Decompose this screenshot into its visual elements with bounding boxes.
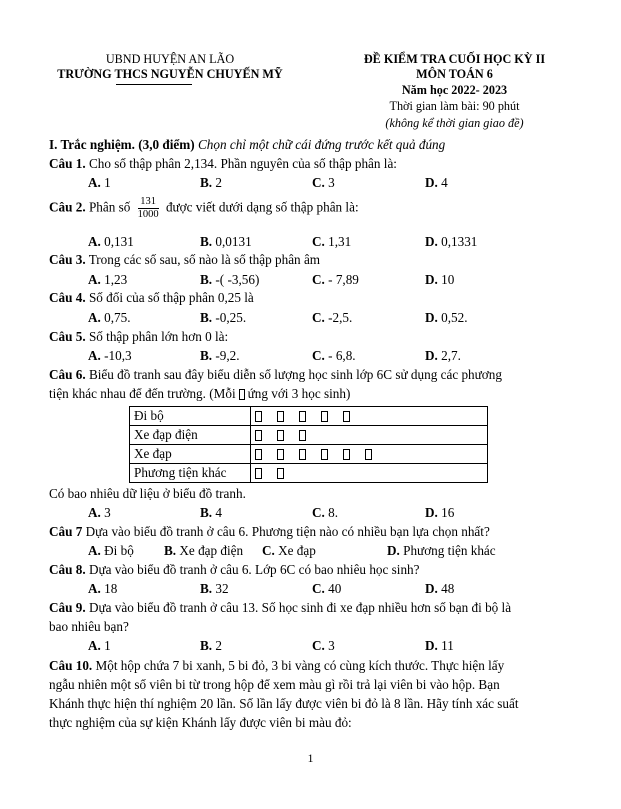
student-icon <box>343 449 350 460</box>
pictogram-icons <box>251 464 488 483</box>
question-1 <box>49 156 397 172</box>
option-c[interactable]: C. - 7,89 <box>312 272 359 287</box>
exam-title: ĐỀ KIỂM TRA CUỐI HỌC KỲ II <box>363 52 546 66</box>
options-q8 <box>0 581 621 598</box>
question-label: Câu 5. <box>49 329 86 344</box>
option-d[interactable]: D. 10 <box>425 272 455 287</box>
option-b[interactable]: B. 2 <box>200 638 222 653</box>
option-c[interactable]: C. 1,31 <box>312 234 352 249</box>
question-label: Câu 8. <box>49 562 86 577</box>
option-b[interactable]: B. 2 <box>200 175 222 190</box>
question-label: Câu 4. <box>49 290 86 305</box>
question-9 <box>49 600 511 616</box>
fraction <box>138 196 159 221</box>
options-q3 <box>0 272 621 289</box>
question-2 <box>49 196 359 221</box>
options-q6 <box>0 505 621 522</box>
question-8 <box>49 562 420 578</box>
question-label: Câu 3. <box>49 252 86 267</box>
pictogram-category: Xe đạp <box>130 445 251 464</box>
question-9-line2: bao nhiêu bạn? <box>49 619 129 634</box>
question-text-line2b: ứng với 3 học sinh) <box>247 386 351 401</box>
page-number: 1 <box>307 751 314 765</box>
option-a[interactable]: A. Đi bộ <box>88 543 134 558</box>
option-a[interactable]: A. 1,23 <box>88 272 128 287</box>
question-3 <box>49 252 320 268</box>
school-year: Năm học 2022- 2023 <box>401 83 508 97</box>
question-label: Câu 1. <box>49 156 86 171</box>
pictogram-category: Xe đạp điện <box>130 426 251 445</box>
student-icon <box>255 468 262 479</box>
school-name: TRƯỜNG THCS NGUYỄN CHUYẾN MỸ <box>57 67 283 81</box>
question-5 <box>49 329 228 345</box>
option-b[interactable]: B. 4 <box>200 505 222 520</box>
student-icon <box>299 411 306 422</box>
pictogram-icons <box>251 407 488 426</box>
option-b[interactable]: B. 0,0131 <box>200 234 252 249</box>
option-d[interactable]: D. 16 <box>425 505 455 520</box>
options-q1 <box>0 175 621 192</box>
option-a[interactable]: A. -10,3 <box>88 348 132 363</box>
section-instruction: Chọn chỉ một chữ cái đứng trước kết quả đúng <box>197 137 446 152</box>
pictogram-unit-icon <box>239 389 245 400</box>
option-d[interactable]: D. 48 <box>425 581 455 596</box>
student-icon <box>277 449 284 460</box>
question-text-line1: Biểu đồ tranh sau đây biểu diễn số lượng học sinh lớp 6C sử dụng các phương <box>88 367 502 382</box>
pictogram-category: Đi bộ <box>130 407 251 426</box>
option-b[interactable]: B. -0,25. <box>200 310 247 325</box>
question-text: Dựa vào biểu đồ tranh ở câu 6. Phương tiện nào có nhiều bạn lựa chọn nhất? <box>85 524 490 539</box>
question-text-line1: Một hộp chứa 7 bi xanh, 5 bi đỏ, 3 bi vàng có cùng kích thước. Thực hiện lấy <box>95 658 505 673</box>
option-d[interactable]: D. 11 <box>425 638 454 653</box>
option-b[interactable]: B. -( -3,56) <box>200 272 260 287</box>
question-text-line1: Dựa vào biểu đồ tranh ở câu 13. Số học sinh đi xe đạp nhiều hơn số bạn đi bộ là <box>88 600 512 615</box>
school-underline <box>116 84 192 85</box>
question-label: Câu 9. <box>49 600 86 615</box>
student-icon <box>277 430 284 441</box>
option-d[interactable]: D. 0,1331 <box>425 234 478 249</box>
exam-subject: MÔN TOÁN 6 <box>416 67 493 81</box>
option-c[interactable]: C. 40 <box>312 581 342 596</box>
option-a[interactable]: A. 1 <box>88 638 111 653</box>
question-text: Dựa vào biểu đồ tranh ở câu 6. Lớp 6C có bao nhiêu học sinh? <box>88 562 420 577</box>
option-a[interactable]: A. 3 <box>88 505 111 520</box>
option-a[interactable]: A. 0,131 <box>88 234 134 249</box>
question-10-line2: ngẫu nhiên một số viên bi từ trong hộp để xem màu gì rồi trả lại viên bi vào hộp. Bạn <box>49 677 500 692</box>
options-q9 <box>0 638 621 655</box>
option-a[interactable]: A. 0,75. <box>88 310 131 325</box>
section-title <box>49 137 445 153</box>
question-6-after: Có bao nhiêu dữ liệu ở biểu đồ tranh. <box>49 486 246 501</box>
option-c[interactable]: C. 3 <box>312 638 335 653</box>
question-label: Câu 2. <box>49 199 86 215</box>
option-d[interactable]: D. 0,52. <box>425 310 468 325</box>
pictogram-row <box>130 445 488 464</box>
fraction-numerator: 131 <box>138 196 159 209</box>
option-d[interactable]: D. Phương tiện khác <box>387 543 496 558</box>
student-icon <box>365 449 372 460</box>
fraction-denominator: 1000 <box>137 209 159 220</box>
options-q5 <box>0 348 621 365</box>
question-text-after: được viết dưới dạng số thập phân là: <box>165 199 359 215</box>
option-a[interactable]: A. 1 <box>88 175 111 190</box>
options-q4 <box>0 310 621 327</box>
option-c[interactable]: C. - 6,8. <box>312 348 356 363</box>
school-district: UBND HUYỆN AN LÃO <box>105 52 235 66</box>
pictogram-table <box>129 406 488 483</box>
exam-duration-note: (không kể thời gian giao đề) <box>385 116 524 130</box>
question-label: Câu 7 <box>49 524 83 539</box>
exam-duration: Thời gian làm bài: 90 phút <box>389 99 520 113</box>
question-label: Câu 6. <box>49 367 86 382</box>
student-icon <box>299 449 306 460</box>
pictogram-row <box>130 426 488 445</box>
question-6 <box>49 367 502 383</box>
question-label: Câu 10. <box>49 658 93 673</box>
question-text: Số thập phân lớn hơn 0 là: <box>88 329 229 344</box>
section-heading: I. Trắc nghiệm. (3,0 điểm) <box>49 137 195 152</box>
option-a[interactable]: A. 18 <box>88 581 118 596</box>
option-c[interactable]: C. Xe đạp <box>262 543 316 558</box>
student-icon <box>277 468 284 479</box>
pictogram-row <box>130 464 488 483</box>
question-4 <box>49 290 254 306</box>
student-icon <box>255 411 262 422</box>
pictogram-category: Phương tiện khác <box>130 464 251 483</box>
question-10-line3: Khánh thực hiện thí nghiệm 20 lần. Số lần lấy được viên bi đỏ là 8 lần. Hãy tính xác suất <box>49 696 519 711</box>
question-10 <box>49 658 504 674</box>
student-icon <box>321 411 328 422</box>
option-c[interactable]: C. 3 <box>312 175 335 190</box>
student-icon <box>321 449 328 460</box>
option-d[interactable]: D. 4 <box>425 175 448 190</box>
student-icon <box>277 411 284 422</box>
options-q2 <box>0 234 621 251</box>
question-text-line2a: tiện khác nhau để đến trường. (Mỗi <box>49 386 236 401</box>
student-icon <box>255 449 262 460</box>
question-text: Cho số thập phân 2,134. Phần nguyên của số thập phân là: <box>88 156 397 171</box>
question-6-line2 <box>49 386 350 402</box>
question-text: Số đối của số thập phân 0,25 là <box>88 290 254 305</box>
pictogram-icons <box>251 426 488 445</box>
option-c[interactable]: C. 8. <box>312 505 339 520</box>
option-d[interactable]: D. 2,7. <box>425 348 461 363</box>
option-b[interactable]: B. -9,2. <box>200 348 240 363</box>
question-7 <box>49 524 490 540</box>
pictogram-icons <box>251 445 488 464</box>
option-b[interactable]: B. 32 <box>200 581 229 596</box>
question-10-line4: thực nghiệm của sự kiện Khánh lấy được viên bi màu đỏ: <box>49 715 352 730</box>
student-icon <box>255 430 262 441</box>
student-icon <box>299 430 306 441</box>
question-text: Trong các số sau, số nào là số thập phân âm <box>88 252 321 267</box>
option-b[interactable]: B. Xe đạp điện <box>164 543 244 558</box>
option-c[interactable]: C. -2,5. <box>312 310 353 325</box>
options-q7 <box>0 543 621 560</box>
student-icon <box>343 411 350 422</box>
pictogram-row <box>130 407 488 426</box>
question-text-before: Phân số <box>88 199 131 215</box>
